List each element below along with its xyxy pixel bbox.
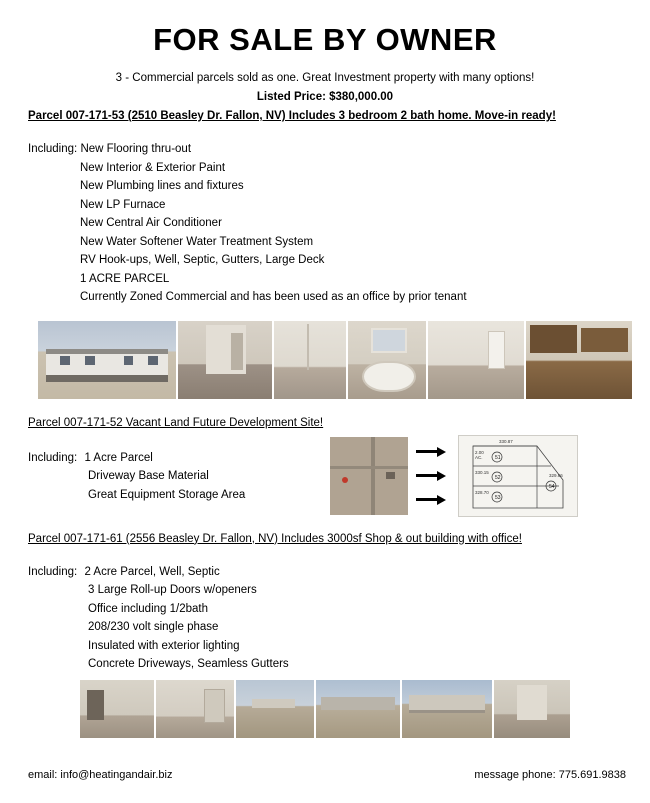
parcel-3-including-label: Including: xyxy=(28,565,78,578)
flyer-subtitle: 3 - Commercial parcels sold as one. Great Investment property with many options! xyxy=(115,72,535,84)
shop-interior-photo xyxy=(494,680,570,738)
page-title: FOR SALE BY OWNER xyxy=(153,22,497,57)
kitchen-photo xyxy=(526,321,632,399)
parcel-1-feature: RV Hook-ups, Well, Septic, Gutters, Large Deck xyxy=(80,254,325,266)
parcel-1-including-label: Including: xyxy=(28,143,78,155)
parcel-3-feature: Office including 1/2bath xyxy=(88,602,208,615)
arrow-icon xyxy=(416,495,454,503)
parcel-2-heading: Parcel 007-171-52 Vacant Land Future Development Site! xyxy=(28,416,324,429)
parcel-1-feature: Currently Zoned Commercial and has been used as an office by prior tenant xyxy=(80,291,467,303)
parcel-2-feature: Great Equipment Storage Area xyxy=(88,488,246,501)
svg-text:330.15: 330.15 xyxy=(475,469,489,475)
plat-map-arrows xyxy=(416,439,454,511)
empty-room-photo xyxy=(274,321,346,399)
plat-map-diagram xyxy=(458,435,578,517)
svg-text:53: 53 xyxy=(495,494,501,501)
parcel-1-feature: New Central Air Conditioner xyxy=(80,217,222,229)
svg-text:52: 52 xyxy=(495,474,501,481)
parcel-3-feature: Insulated with exterior lighting xyxy=(88,639,240,652)
contact-email[interactable]: email: info@heatingandair.biz xyxy=(28,769,173,781)
parcel-2-feature: 1 Acre Parcel xyxy=(84,451,153,464)
parcel-3-photo-strip xyxy=(80,680,570,738)
parcel-3-heading: Parcel 007-171-61 (2556 Beasley Dr. Fallon, NV) Includes 3000sf Shop & out building with office! xyxy=(28,532,522,545)
arrow-icon xyxy=(416,447,454,455)
svg-text:329.66: 329.66 xyxy=(549,472,563,478)
parcel-1-feature: New Flooring thru-out xyxy=(80,143,192,155)
parcel-1-feature: 1 ACRE PARCEL xyxy=(80,272,170,285)
svg-text:51: 51 xyxy=(495,454,501,461)
shop-side-photo xyxy=(402,680,492,738)
arrow-icon xyxy=(416,471,454,479)
parcel-1-photo-strip xyxy=(38,321,632,399)
shop-exterior-drive-photo xyxy=(236,680,314,738)
parcel-2-features xyxy=(28,449,330,505)
svg-text:2.00: 2.00 xyxy=(475,449,484,455)
svg-text:AC.: AC. xyxy=(475,454,483,460)
parcel-1-feature: New Water Softener Water Treatment System xyxy=(80,235,314,248)
shop-interior-door-photo xyxy=(156,680,234,738)
bathroom-tub-photo xyxy=(348,321,426,399)
shop-exterior-photo xyxy=(316,680,400,738)
flyer-page xyxy=(0,22,650,803)
parcel-2-feature: Driveway Base Material xyxy=(88,470,209,482)
parcel-1-feature: New Interior & Exterior Paint xyxy=(80,161,226,174)
parcel-3-features xyxy=(28,563,650,674)
parcel-3-feature: Concrete Driveways, Seamless Gutters xyxy=(88,658,289,670)
living-room-photo xyxy=(428,321,524,399)
parcel-1-feature: New LP Furnace xyxy=(80,198,166,211)
parcel-1-features xyxy=(28,140,650,307)
interior-hallway-photo xyxy=(178,321,272,399)
svg-text:330.87: 330.87 xyxy=(499,438,513,444)
svg-text:54: 54 xyxy=(549,483,555,490)
listed-price: Listed Price: $380,000.00 xyxy=(256,91,394,103)
parcel-1-feature: New Plumbing lines and fixtures xyxy=(80,180,244,192)
parcel-3-feature: 2 Acre Parcel, Well, Septic xyxy=(84,565,220,578)
parcel-3-feature: 208/230 volt single phase xyxy=(88,621,219,633)
parcel-3-feature: 3 Large Roll-up Doors w/openers xyxy=(88,584,257,596)
contact-phone[interactable]: message phone: 775.691.9838 xyxy=(474,769,626,781)
parcel-2-including-label: Including: xyxy=(28,451,78,464)
aerial-map-photo xyxy=(330,437,408,515)
svg-text:328.70: 328.70 xyxy=(475,489,489,495)
shop-office-interior-photo xyxy=(80,680,154,738)
parcel-1-heading: Parcel 007-171-53 (2510 Beasley Dr. Fallon, NV) Includes 3 bedroom 2 bath home. Move-in ready! xyxy=(28,110,556,122)
home-exterior-photo xyxy=(38,321,176,399)
